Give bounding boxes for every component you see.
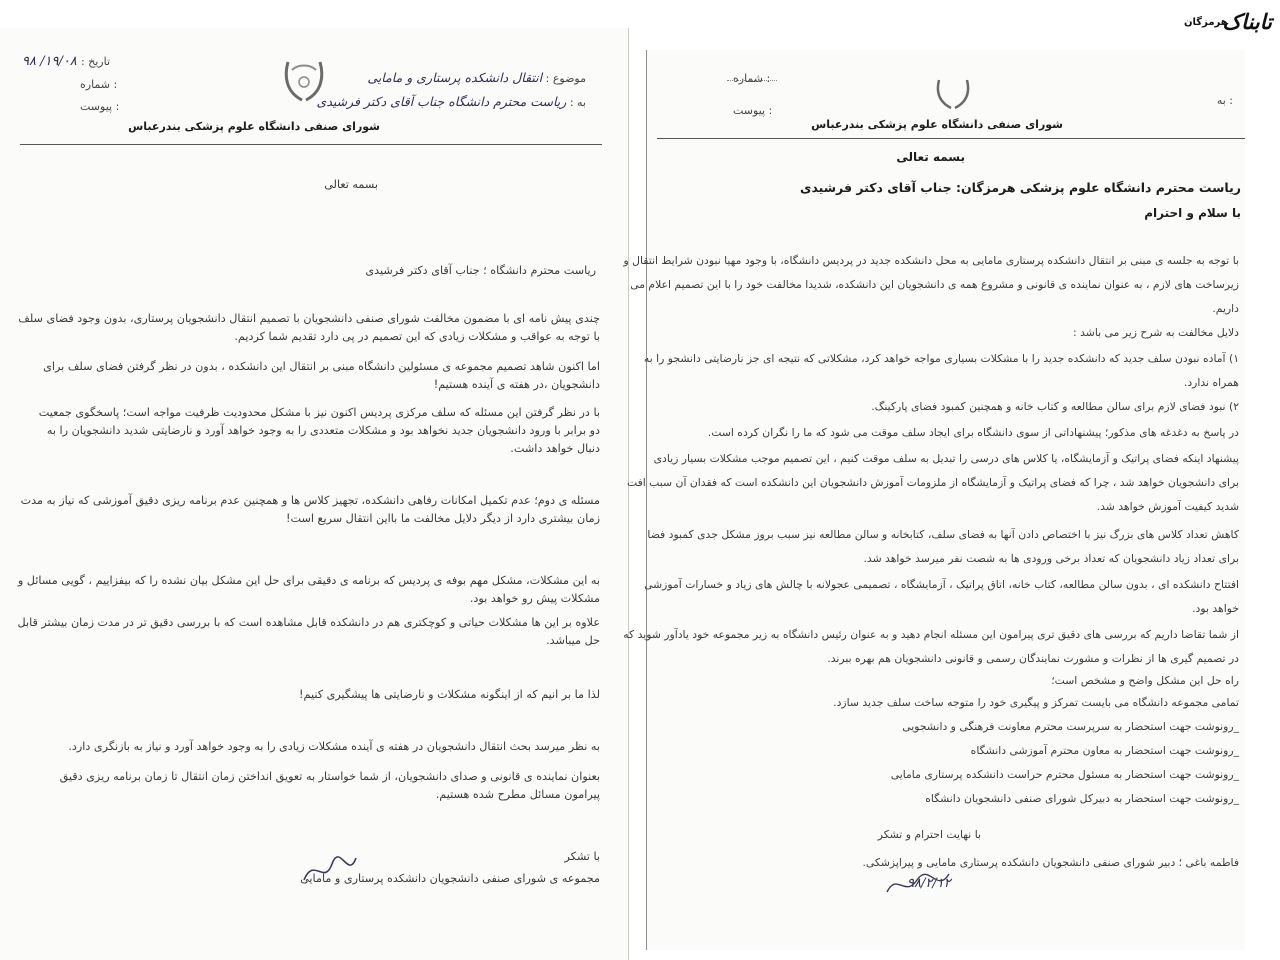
body-line: کاهش تعداد کلاس های بزرگ نیز با اختصاص دادن آنها به فضای سلف، کتابخانه و سالن مطالعه نیز سبب بروز مشکل جدی کمبود فضا [647, 528, 1239, 541]
body-line: برای دانشجویان خواهد شد ، چرا که فضای پراتیک و آزمایشگاه از ملزومات آموزش دانشجویان این دانشکده است که فقدان آن سبب افت [626, 476, 1239, 489]
paragraph-line: به نظر میرسد بحث انتقال دانشجویان در هفته ی آینده مشکلات زیادی را به وجود خواهد آورد و نیاز به بازنگری دارد. [68, 740, 600, 753]
paragraph-line: مسئله ی دوم؛ عدم تکمیل امکانات رفاهی دانشکده، تجهیز کلاس ها و همچنین عدم برنامه ریزی دقیق آموزشی که نیاز به مدت [20, 494, 600, 507]
header-divider [20, 144, 602, 145]
body-line: همراه ندارد. [1183, 376, 1239, 389]
paragraph-line: علاوه بر این ها مشکلات حیاتی و کوچکتری هم در دانشکده قابل مشاهده است که با بررسی دقیق تر در مدت زمان بیشتر قابل [17, 616, 600, 629]
body-line: در پاسخ به دغدغه های مذکور؛ پیشنهاداتی از سوی دانشگاه برای ایجاد سلف موقت می شود که ما را نگران کرده است. [707, 426, 1239, 439]
number-label: شماره : [80, 78, 118, 91]
paragraph-line: اما اکنون شاهد تصمیم مجموعه ی مسئولین دانشگاه مبنی بر انتقال این دانشکده ، بدون در نظر گرفتن فضای سلف برای [43, 360, 600, 373]
recipient-label: به : [569, 96, 586, 109]
paragraph-line: مشکلات پیش رو خواهد بود. [469, 592, 600, 605]
signature-scribble [883, 868, 953, 906]
body-line: راه حل این مشکل واضح و مشخص است؛ [1051, 674, 1239, 687]
greeting: با سلام و احترام [1144, 206, 1241, 220]
right-letter [623, 50, 1245, 950]
council-title: شورای صنفی دانشگاه علوم پزشکی بندرعباس [128, 120, 380, 133]
paragraph-line: با توجه به عواقب و مشکلات زیادی که این تصمیم در پی دارد تقدیم شما کردیم. [234, 330, 600, 343]
body-line: ۱) آماده نبودن سلف جدید که دانشکده جدید را با مشکلات بسیاری مواجه خواهد کرد، مشکلاتی که نتیجه ای جز نارضایتی دانشجو را به [643, 352, 1239, 365]
signature-date: ۹۸/۲/۱۲ [907, 876, 951, 891]
subject-value: انتقال دانشکده پرستاری و مامایی [367, 70, 543, 85]
brand-main: تابناک [1222, 10, 1272, 34]
subject-row [367, 70, 586, 85]
date-field [22, 54, 110, 69]
salutation: ریاست محترم دانشگاه ؛ جناب آقای دکتر فرشیدی [365, 264, 596, 277]
body-line: ۲) نبود فضای لازم برای سالن مطالعه و کتاب خانه و همچنین کمبود فضای پارکینگ. [871, 400, 1239, 413]
cc-line: _رونوشت جهت استحضار به مسئول محترم حراست دانشکده پرستاری مامایی [890, 768, 1239, 781]
body-line: داریم. [1212, 302, 1239, 315]
closing: با نهایت احترام و تشکر [877, 828, 981, 841]
attachment-label: پیوست : [80, 100, 120, 113]
basmala: بسمه تعالی [896, 150, 965, 164]
subject-label: موضوع : [545, 72, 586, 85]
body-line: پیشنهاد اینکه فضای پراتیک و آزمایشگاه، یا کلاس های درسی را تبدیل به سلف موقت کنیم ، این تصمیم موجب مشکلات بسیار زیادی [653, 452, 1239, 465]
council-title: شورای صنفی دانشگاه علوم پزشکی بندرعباس [811, 118, 1063, 131]
number-label: شماره : [733, 72, 771, 85]
brand-sub: هرمزگان [1184, 17, 1228, 28]
paragraph-line: بعنوان نماینده ی قانونی و صدای دانشجویان، از شما خواستار به تعویق انداختن زمان انتقال تا زمان برنامه ریزی دقیق [59, 770, 600, 783]
signature: فاطمه باغی ؛ دبیر شورای صنفی دانشجویان دانشکده پرستاری مامایی و پیراپزشکی. [862, 856, 1239, 869]
cc-line: _رونوشت جهت استحضار به معاون محترم آموزشی دانشگاه [970, 744, 1239, 757]
body-line: برای تعداد زیاد دانشجویان که تعداد برخی ورودی ها به شصت نفر میرسد خواهد شد. [863, 552, 1239, 565]
body-line: با توجه به جلسه ی مبنی بر انتقال دانشکده پرستاری مامایی به محل دانشکده جدید در پردیس دانشگاه، با وجود مهیا نبودن شرایط انتقال و [623, 254, 1239, 267]
date-value: ۱۹/۰۸/ ۹۸ [22, 54, 77, 69]
left-letter [0, 28, 629, 960]
paragraph-line: دانشجویان ،در هفته ی آینده هستیم! [433, 378, 600, 391]
paragraph-line: دو برابر با ورود دانشجویان جدید نخواهد بود و مشکلات متعددی را به وجود خواهد آورد و نارضایتی شدید دانشجویان را به [46, 424, 600, 437]
cc-line: _رونوشت جهت استحضار به دبیرکل شورای صنفی دانشجویان دانشگاه [925, 792, 1239, 805]
body-line: شدید کیفیت آموزش خواهد شد. [1096, 500, 1239, 513]
signature-scribble [300, 850, 360, 894]
recipient-row [317, 94, 586, 109]
body-line: دلایل مخالفت به شرح زیر می باشد : [1073, 326, 1239, 339]
paragraph-line: حل میباشد. [546, 634, 600, 647]
body-line: افتتاح دانشکده ای ، بدون سالن مطالعه، کتاب خانه، اتاق پراتیک ، آزمایشگاه ، تصمیمی عجولانه با چالش های زیاد و خسارات آموزشی [644, 578, 1239, 591]
body-line: تمامی مجموعه دانشگاه می بایست تمرکز و پیگیری خود را متوجه ساخت سلف جدید سازد. [833, 696, 1239, 709]
paragraph-line: با در نظر گرفتن این مسئله که سلف مرکزی پردیس اکنون نیز با مشکل محدودیت ظرفیت مواجه است؛ پاسخگوی جمعیت [38, 406, 600, 419]
basmala: بسمه تعالی [324, 178, 378, 191]
paragraph-line: به این مشکلات، مشکل مهم بوفه ی پردیس که برنامه ی دقیقی برای حل این مشکل بیان نشده را که بیفزاییم ، گویی مسائل و [17, 574, 600, 587]
brand-logo [1184, 6, 1272, 44]
closing: با تشکر [564, 850, 600, 863]
body-line: در تصمیم گیری ها از نظرات و مشورت نمایندگان رسمی و قانونی دانشجویان هم بهره ببرند. [827, 652, 1239, 665]
body-line: زیرساخت های لازم ، به عنوان نماینده ی قانونی و مشروع همه ی دانشجویان این دانشکده، شدیدا مخالفت خود را با این تصمیم اعلام می [630, 278, 1239, 291]
body-line: خواهد بود. [1192, 602, 1239, 615]
university-logo [933, 76, 973, 112]
signature: مجموعه ی شورای صنفی دانشجویان دانشکده پرستاری و مامایی [300, 872, 600, 885]
number-blank [727, 80, 777, 81]
header-divider [657, 138, 1245, 139]
paragraph-line: پیرامون مسائل مطرح شده هستیم. [435, 788, 600, 801]
date-label: تاریخ : [80, 55, 111, 68]
attachment-label: پیوست : [733, 104, 773, 117]
paragraph-line: چندی پیش نامه ای با مضمون مخالفت شورای صنفی دانشجویان با تصمیم انتقال دانشجویان پرستاری، بدون وجود فضای سلف [18, 312, 600, 325]
paragraph-line: دنبال خواهد داشت. [510, 442, 600, 455]
paragraph-line: زمان بیشتری دارد از دیگر دلایل مخالفت ما بااین انتقال سریع است! [286, 512, 600, 525]
recipient-value: ریاست محترم دانشگاه جناب آقای دکتر فرشیدی [316, 94, 567, 109]
salutation: ریاست محترم دانشگاه علوم پزشکی هرمزگان: جناب آقای دکتر فرشیدی [799, 180, 1241, 195]
recipient-label: به : [1216, 94, 1233, 107]
cc-line: _رونوشت جهت استحضار به سرپرست محترم معاونت فرهنگی و دانشجویی [902, 720, 1239, 733]
paragraph-line: لذا ما بر انیم که از اینگونه مشکلات و نارضایتی ها پیشگیری کنیم! [299, 688, 600, 701]
body-line: از شما تقاضا داریم که بررسی های دقیق تری پیرامون این مسئله انجام دهید و به عنوان رئیس دانشگاه به زیر مجموعه خود یادآور شوید که [623, 628, 1239, 641]
